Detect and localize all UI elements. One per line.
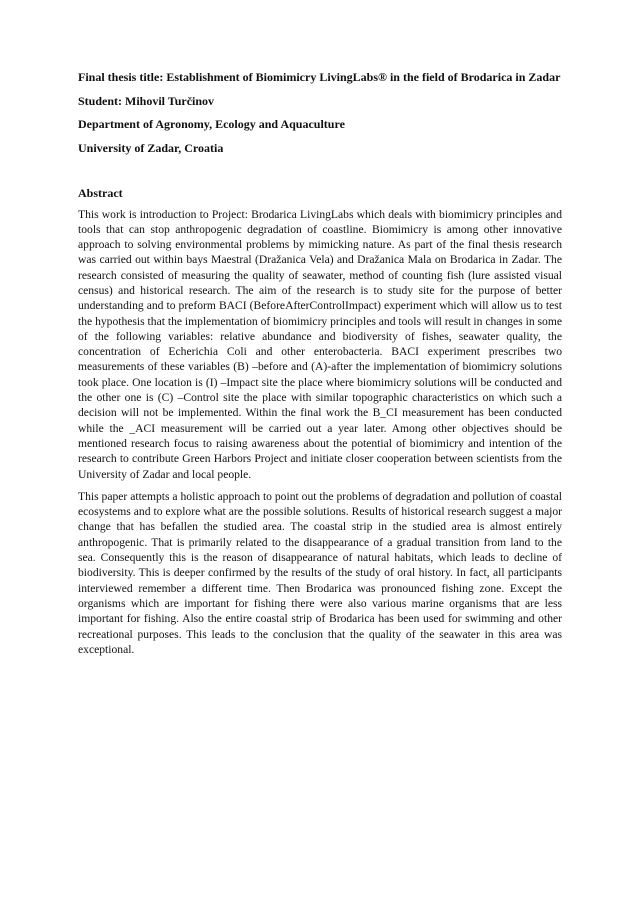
- university-name: University of Zadar, Croatia: [78, 140, 224, 155]
- abstract-heading: Abstract: [78, 186, 123, 200]
- abstract-paragraph-1: This work is introduction to Project: Brodarica LivingLabs which deals with biomimicry principles and tools that can stop anthropogenic degradation of coastline. Biomimicry is among other innovative approach to solving environmental problems by mimicking nature. As part of the final thesis research was carried out within bays Maestral (Dražanica Vela) and Dražanica Mala on Brodarica in Zadar. The research consisted of measuring the quality of seawater, method of counting fish (lure assisted visual census) and historical research. The aim of the research is to study site for the purpose of better understanding and to preform BACI (BeforeAfterControlImpact) experiment which will allow us to test the hypothesis that the implementation of biomimicry principles and tools will result in changes in some of the following variables: relative abundance and biodiversity of fishes, seawater quality, the concentration of Echerichia Coli and other enterobacteria. BACI experiment prescribes two measurements of these variables (B) –before and (A)-after the implementation of biomimicry solutions took place. One location is (I) –Impact site the place where biomimicry solutions will be conducted and the other one is (C) –Control site the place with similar topographic characteristics on which such a decision will not be implemented. Within the final work the B_CI measurement has been conducted while the _ACI measurement will be carried out a year later. Among other objectives should be mentioned research focus to raising awareness about the potential of biomimicry and intention of the research to contribute Green Harbors Project and initiate closer cooperation between scientists from the University of Zadar and local people.: [78, 207, 562, 481]
- department-name: Department of Agronomy, Ecology and Aquaculture: [78, 117, 345, 131]
- thesis-title: Final thesis title: Establishment of Biomimicry LivingLabs® in the field of Brodarica in Zadar: [78, 70, 561, 84]
- document-page: [78, 70, 562, 657]
- student-name: Student: Mihovil Turčinov: [78, 93, 215, 108]
- abstract-paragraph-2: This paper attempts a holistic approach to point out the problems of degradation and pollution of coastal ecosystems and to explore what are the possible solutions. Results of historical research suggest a major change that has befallen the studied area. The coastal strip in the studied area is almost entirely anthropogenic. That is primarily related to the disappearance of a gradual transition from land to the sea. Consequently this is the reason of disappearance of natural habitats, which leads to decline of biodiversity. This is deeper confirmed by the results of the study of oral history. In fact, all participants interviewed remember a different time. Then Brodarica was pronounced fishing zone. Except the organisms which are important for fishing there were also various marine organisms that are less important for fishing. Also the entire coastal strip of Brodarica has been used for swimming and other recreational purposes. This leads to the conclusion that the quality of the seawater in this area was exceptional.: [78, 489, 562, 656]
